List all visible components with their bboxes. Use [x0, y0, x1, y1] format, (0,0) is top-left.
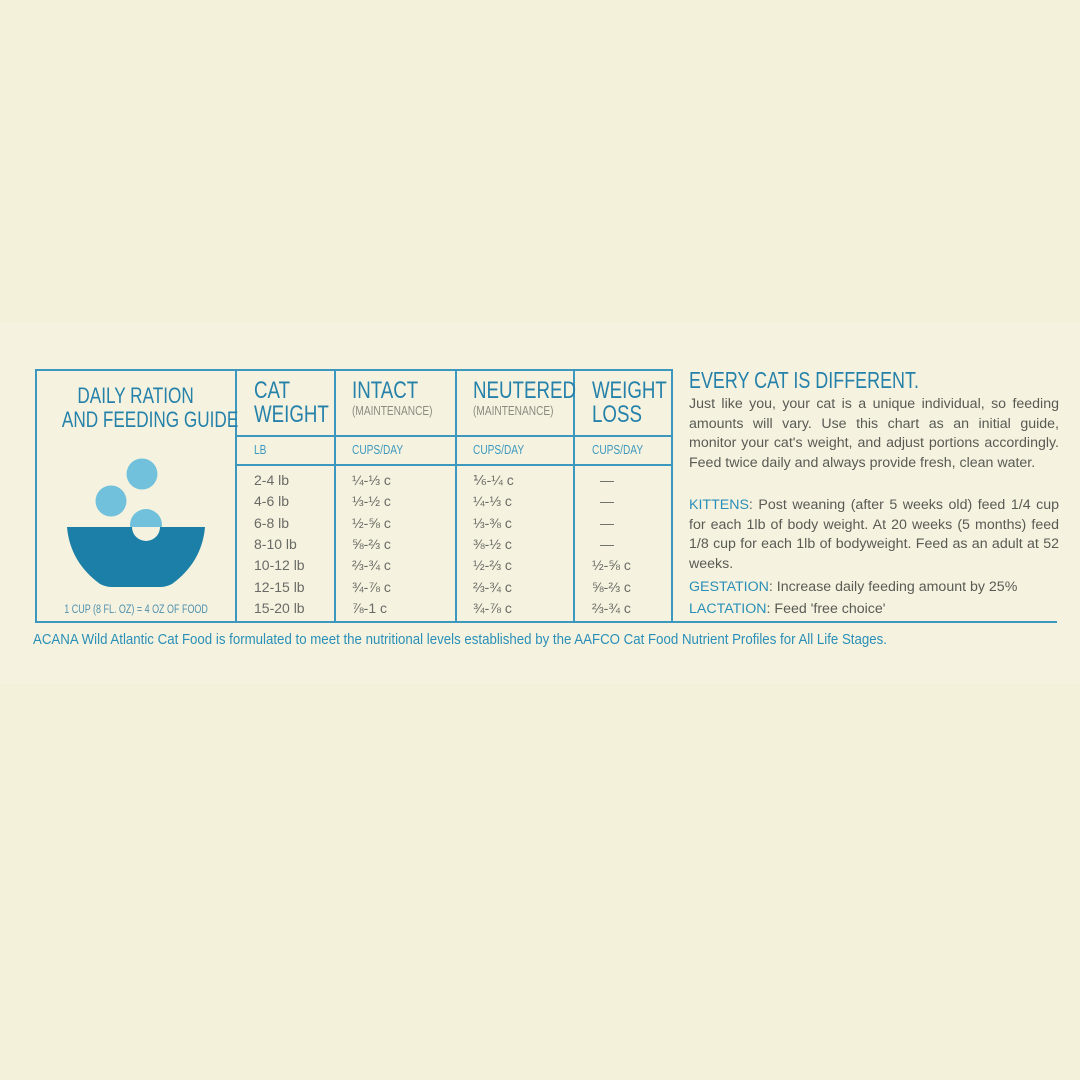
- guide-title-line: AND FEEDING GUIDE: [61, 407, 239, 432]
- kittens-label: KITTENS: [689, 497, 749, 513]
- header-intact-sub: [352, 404, 455, 418]
- info-heading-text: EVERY CAT IS DIFFERENT.: [689, 367, 919, 393]
- header-text: INTACT: [352, 377, 419, 404]
- header-weight-loss: [592, 379, 688, 427]
- cell-amount: ⅝-⅔ c: [352, 535, 391, 552]
- header-intact: [352, 379, 437, 403]
- unit-text: CUPS/DAY: [473, 442, 525, 457]
- header-text: CAT: [254, 377, 291, 404]
- header-text: WEIGHT: [254, 401, 329, 428]
- cell-amount: ⅞-1 c: [352, 599, 388, 616]
- cell-amount: ⅙-¼ c: [473, 472, 514, 488]
- cell-amount: ⅔-¾ c: [352, 557, 391, 574]
- unit-text: LB: [254, 442, 267, 457]
- cell-amount: ¼-⅓ c: [352, 472, 391, 488]
- cell-amount: ½-⅝ c: [352, 514, 391, 531]
- footer-note: [33, 631, 966, 649]
- lactation-text: : Feed 'free choice': [766, 601, 886, 617]
- kittens-text: : Post weaning (after 5 weeks old) feed 1/4 cup for each 1lb of body weight. At 20 weeks (5 months) feed 1/8 cup for each 1lb of bodyweight. Feed as an adult at 52 weeks.: [689, 497, 1059, 572]
- cell-weight: 8-10 lb: [254, 535, 297, 552]
- guide-title: [37, 383, 239, 432]
- cell-amount: ⅓-½ c: [352, 493, 391, 510]
- footer-text: ACANA Wild Atlantic Cat Food is formulated to meet the nutritional levels established by the AAFCO Cat Food Nutrient Profiles for All Life Stages.: [33, 632, 887, 648]
- bottom-rule: [35, 621, 1057, 623]
- cell-amount: ¾-⅞ c: [473, 599, 512, 616]
- divider: [455, 369, 457, 623]
- cell-amount: ¾-⅞ c: [352, 578, 391, 595]
- divider: [235, 435, 673, 437]
- cell-amount: ⅝-⅔ c: [592, 578, 631, 595]
- cell-weight: 12-15 lb: [254, 578, 305, 595]
- cell-weight: 15-20 lb: [254, 599, 305, 616]
- cell-amount: —: [600, 535, 614, 552]
- header-neutered: [473, 379, 605, 403]
- gestation-text: : Increase daily feeding amount by 25%: [768, 579, 1018, 595]
- cup-note-text: 1 CUP (8 FL. OZ) = 4 OZ OF FOOD: [64, 604, 208, 616]
- cup-note: [37, 603, 235, 617]
- unit-text: CUPS/DAY: [592, 442, 644, 457]
- cell-amount: ⅔-¾ c: [592, 599, 631, 616]
- cell-weight: 2-4 lb: [254, 472, 290, 488]
- header-neutered-sub: [473, 404, 576, 418]
- info-intro: Just like you, your cat is a unique individual, so feeding amounts will vary. Use this chart as an initial guide, monitor your cat's weight, and adjust portions accordingly. Feed twice daily and always provide fresh, clean water.: [689, 396, 1059, 471]
- header-cat-weight: [254, 379, 350, 427]
- header-sub-text: (MAINTENANCE): [352, 403, 433, 418]
- header-text: NEUTERED: [473, 377, 576, 404]
- cell-amount: ½-⅝ c: [592, 557, 631, 574]
- header-text: WEIGHT: [592, 377, 667, 404]
- guide-title-line: DAILY RATION: [77, 383, 195, 408]
- unit-lb: [254, 443, 270, 457]
- divider: [235, 464, 673, 466]
- info-kittens: [689, 496, 1059, 574]
- unit-neutered: [473, 443, 539, 457]
- unit-intact: [352, 443, 418, 457]
- header-sub-text: (MAINTENANCE): [473, 403, 554, 418]
- header-text: LOSS: [592, 401, 642, 428]
- cell-weight: 4-6 lb: [254, 493, 290, 510]
- info-lactation: [689, 600, 1059, 620]
- cell-amount: —: [600, 493, 614, 510]
- gestation-label: GESTATION: [689, 579, 769, 595]
- cell-amount: —: [600, 472, 614, 488]
- food-bowl-icon: [60, 450, 220, 595]
- cell-amount: —: [600, 514, 614, 531]
- unit-text: CUPS/DAY: [352, 442, 404, 457]
- info-gestation: [689, 578, 1059, 598]
- cell-weight: 10-12 lb: [254, 557, 305, 574]
- cell-amount: ⅔-¾ c: [473, 578, 512, 595]
- cell-weight: 6-8 lb: [254, 514, 290, 531]
- unit-weight-loss: [592, 443, 658, 457]
- cell-amount: ⅓-⅜ c: [473, 514, 512, 531]
- cell-amount: ½-⅔ c: [473, 557, 512, 574]
- cell-amount: ⅜-½ c: [473, 535, 512, 552]
- cell-amount: ¼-⅓ c: [473, 493, 512, 510]
- info-heading: [689, 368, 984, 392]
- lactation-label: LACTATION: [689, 601, 767, 617]
